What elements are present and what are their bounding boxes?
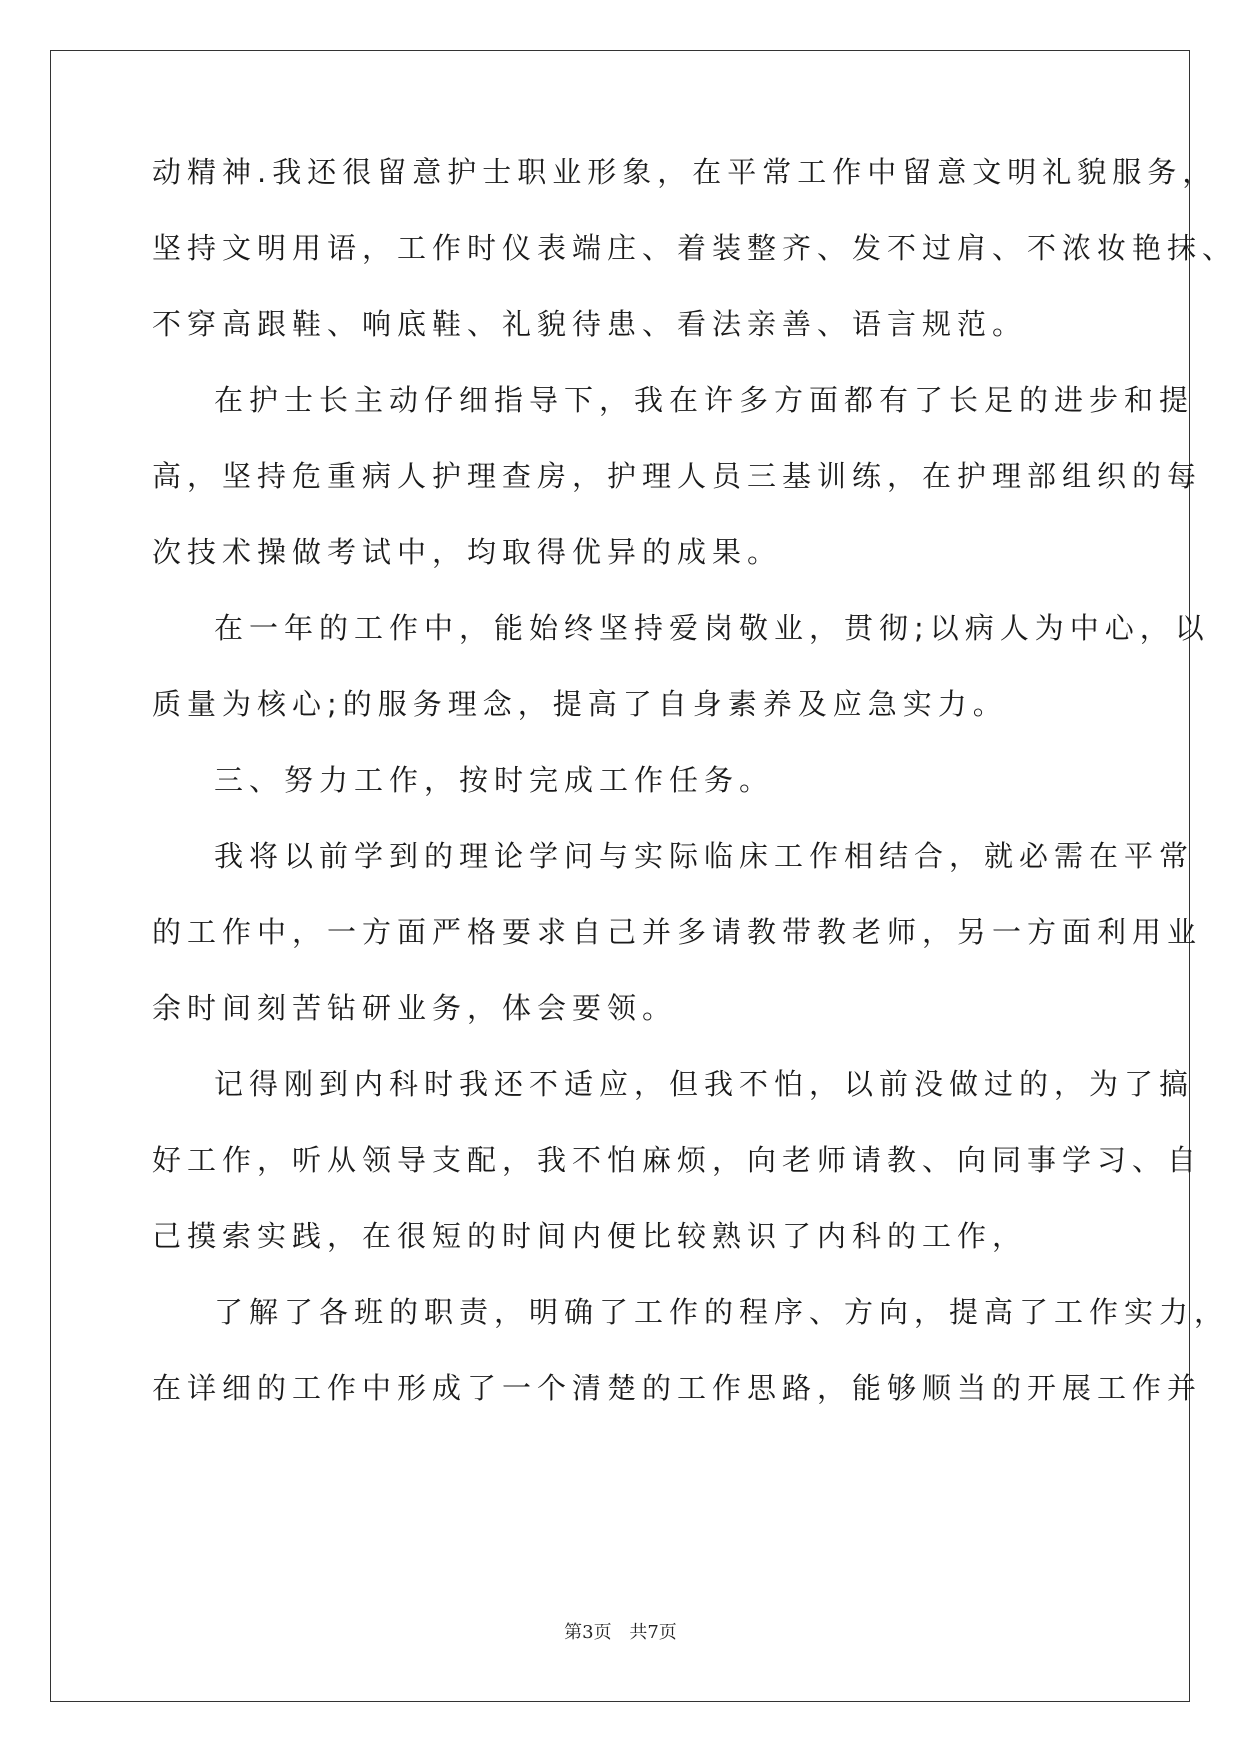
text-line: 己摸索实践，在很短的时间内便比较熟识了内科的工作， [152, 1219, 1028, 1253]
text-line: 好工作，听从领导支配，我不怕麻烦，向老师请教、向同事学习、自 [152, 1143, 1203, 1177]
text-line: 动精神.我还很留意护士职业形象，在平常工作中留意文明礼貌服务， [152, 155, 1218, 189]
text-line: 次技术操做考试中，均取得优异的成果。 [152, 535, 783, 569]
page-total: 共7页 [629, 1622, 677, 1643]
text-line: 高，坚持危重病人护理查房，护理人员三基训练，在护理部组织的每 [152, 459, 1203, 493]
paragraph-first-line: 在一年的工作中，能始终坚持爱岗敬业，贯彻;以病人为中心，以 [214, 611, 1210, 645]
text-line: 余时间刻苦钻研业务，体会要领。 [152, 991, 678, 1025]
paragraph-first-line: 我将以前学到的理论学问与实际临床工作相结合，就必需在平常 [214, 839, 1195, 873]
page-number: 第3页 [564, 1622, 612, 1643]
paragraph-first-line: 在护士长主动仔细指导下，我在许多方面都有了长足的进步和提 [214, 383, 1195, 417]
text-line: 不穿高跟鞋、响底鞋、礼貌待患、看法亲善、语言规范。 [152, 307, 1028, 341]
paragraph-first-line: 了解了各班的职责，明确了工作的程序、方向，提高了工作实力， [214, 1295, 1230, 1329]
text-line: 质量为核心;的服务理念，提高了自身素养及应急实力。 [152, 687, 1008, 721]
page-border [50, 50, 1190, 1702]
text-line: 在详细的工作中形成了一个清楚的工作思路，能够顺当的开展工作并 [152, 1371, 1203, 1405]
text-line: 坚持文明用语，工作时仪表端庄、着装整齐、发不过肩、不浓妆艳抹、 [152, 231, 1238, 265]
section-heading: 三、努力工作，按时完成工作任务。 [214, 763, 775, 797]
paragraph-first-line: 记得刚到内科时我还不适应，但我不怕，以前没做过的，为了搞 [214, 1067, 1195, 1101]
text-line: 的工作中，一方面严格要求自己并多请教带教老师，另一方面利用业 [152, 915, 1203, 949]
page-footer [0, 1618, 1241, 1644]
